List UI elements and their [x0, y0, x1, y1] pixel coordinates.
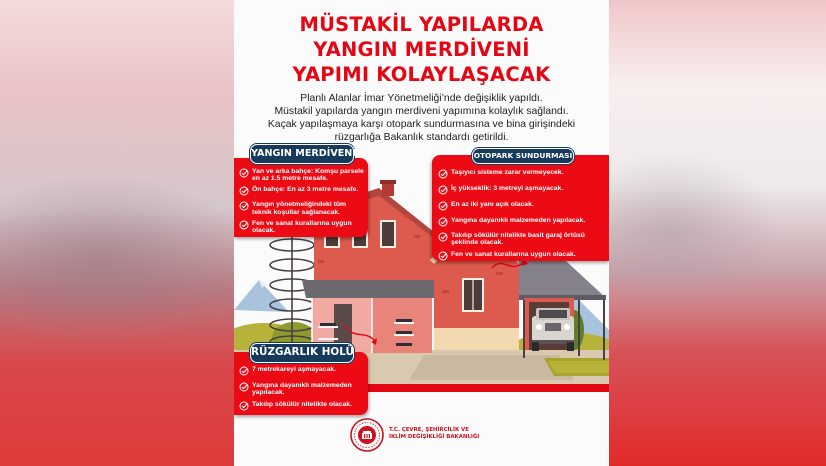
- list-item: 7 metrekareyi aşmayacak.: [239, 366, 366, 376]
- list-item: Takılıp sökülür nitelikte olacak.: [239, 401, 366, 411]
- list-item: Takılıp sökülür nitelikte basit garaj örtüsü şeklinde olacak.: [438, 232, 608, 246]
- check-circle-icon: [239, 168, 249, 178]
- list-item: Taşıyıcı sisteme zarar vermeyecek.: [438, 169, 608, 179]
- list-item: Fen ve sanat kurallarına uygun olacak.: [438, 251, 608, 261]
- check-circle-icon: [438, 201, 448, 211]
- infographic-card: [234, 0, 609, 466]
- check-circle-icon: [239, 382, 249, 392]
- ministry-emblem-icon: [350, 418, 384, 452]
- background-blur-left: [0, 0, 234, 466]
- check-circle-icon: [239, 201, 249, 211]
- callout-otopark-sundurmasi: [432, 155, 609, 261]
- title-line: MÜSTAKİL YAPILARDA: [299, 13, 544, 36]
- title-line: YAPIMI KOLAYLAŞACAK: [292, 63, 551, 86]
- list-item: Yangın yönetmeliğindeki tüm teknik koşullar sağlanacak.: [239, 201, 365, 215]
- title-line: YANGIN MERDİVENİ: [313, 38, 530, 61]
- list-item: Yangına dayanıklı malzemeden yapılacak.: [438, 217, 608, 227]
- page-title: [234, 12, 609, 87]
- list-item: Ön bahçe: En az 3 metre mesafe.: [239, 186, 365, 196]
- list-item: En az iki yanı açık olacak.: [438, 201, 608, 211]
- check-circle-icon: [438, 217, 448, 227]
- subtitle: [234, 92, 609, 144]
- list-item: Fen ve sanat kurallarına uygun olacak.: [239, 220, 365, 234]
- check-circle-icon: [438, 251, 448, 261]
- label-ruzgarlik-holu: RÜZGARLIK HOLÜ: [250, 343, 354, 363]
- label-yangin-merdiveni: YANGIN MERDİVENİ: [250, 144, 354, 164]
- background-blur-right: [609, 0, 826, 466]
- check-circle-icon: [438, 232, 448, 242]
- list-item: İç yükseklik: 3 metreyi aşmayacak.: [438, 185, 608, 195]
- list-item: Yangına dayanıklı malzemeden yapılacak.: [239, 382, 366, 396]
- check-circle-icon: [438, 185, 448, 195]
- subtitle-line: Planlı Alanlar İmar Yönetmeliği’nde değişiklik yapıldı.: [300, 93, 543, 104]
- check-circle-icon: [239, 220, 249, 230]
- subtitle-line: Kaçak yapılaşmaya karşı otopark sundurmasına ve bina girişindeki: [267, 119, 576, 130]
- subtitle-line: rüzgarlığa Bakanlık standardı getirildi.: [334, 132, 509, 143]
- ministry-name: T.C. ÇEVRE, ŞEHİRCİLİK VE İKLİM DEĞİŞİKLİĞİ BAKANLIĞI: [389, 427, 480, 440]
- check-circle-icon: [239, 366, 249, 376]
- check-circle-icon: [239, 186, 249, 196]
- label-otopark-sundurmasi: OTOPARK SUNDURMASI: [472, 148, 574, 164]
- list-item: Yan ve arka bahçe: Komşu parsele en az 1.5 metre mesafe.: [239, 168, 365, 182]
- check-circle-icon: [438, 169, 448, 179]
- check-circle-icon: [239, 401, 249, 411]
- subtitle-line: Müstakil yapılarda yangın merdiveni yapımına kolaylık sağlandı.: [274, 106, 569, 117]
- callout-yangin-merdiveni: [234, 158, 368, 237]
